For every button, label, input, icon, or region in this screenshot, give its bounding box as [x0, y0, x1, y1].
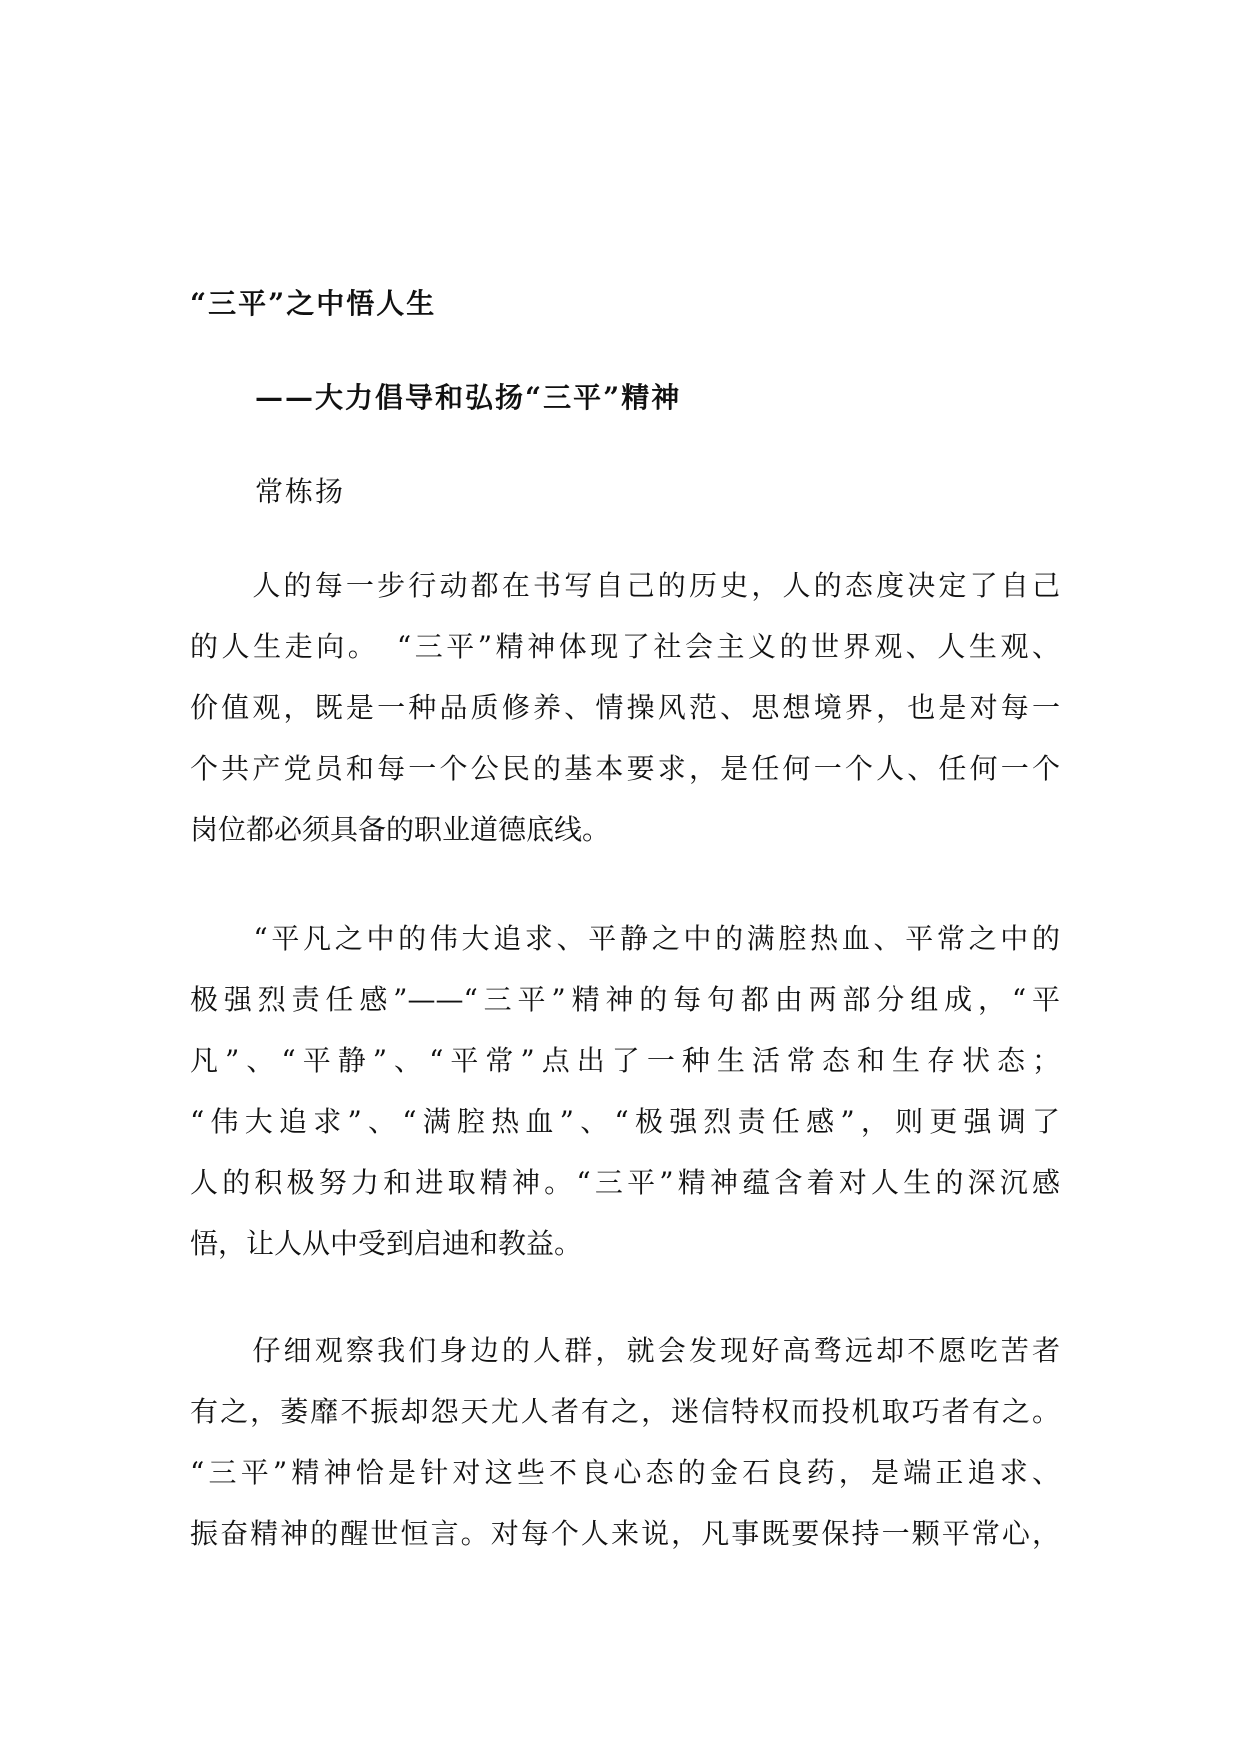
paragraph-line: 仔细观察我们身边的人群，就会发现好高骛远却不愿吃苦者	[190, 1334, 1060, 1367]
paragraph-line: 悟，让人从中受到启迪和教益。	[190, 1227, 583, 1260]
paragraph-line: “平凡之中的伟大追求、平静之中的满腔热血、平常之中的	[190, 922, 1060, 955]
paragraph-line: 有之，萎靡不振却怨天尤人者有之，迷信特权而投机取巧者有之。	[190, 1395, 1060, 1428]
paragraph-line: “伟大追求”、“满腔热血”、“极强烈责任感”，则更强调了	[190, 1105, 1060, 1138]
document-subtitle: ——大力倡导和弘扬“三平”精神	[255, 381, 682, 414]
paragraph-3	[190, 1320, 1060, 1564]
author-name: 常栋扬	[255, 475, 346, 508]
paragraph-line: 岗位都必须具备的职业道德底线。	[190, 813, 611, 846]
document-title: “三平”之中悟人生	[190, 287, 437, 320]
paragraph-line: “三平”精神恰是针对这些不良心态的金石良药，是端正追求、	[190, 1456, 1060, 1489]
paragraph-2	[190, 908, 1060, 1274]
paragraph-line: 极强烈责任感”——“三平”精神的每句都由两部分组成，“平	[190, 983, 1060, 1016]
paragraph-line: 个共产党员和每一个公民的基本要求，是任何一个人、任何一个	[190, 752, 1060, 785]
paragraph-line: 凡”、“平静”、“平常”点出了一种生活常态和生存状态；	[190, 1044, 1060, 1077]
paragraph-1	[190, 555, 1060, 860]
paragraph-line: 价值观，既是一种品质修养、情操风范、思想境界，也是对每一	[190, 691, 1060, 724]
paragraph-line: 振奋精神的醒世恒言。对每个人来说，凡事既要保持一颗平常心，	[190, 1517, 1060, 1550]
paragraph-line: 的人生走向。 “三平”精神体现了社会主义的世界观、人生观、	[190, 630, 1060, 663]
paragraph-line: 人的每一步行动都在书写自己的历史，人的态度决定了自己	[190, 569, 1060, 602]
paragraph-line: 人的积极努力和进取精神。“三平”精神蕴含着对人生的深沉感	[190, 1166, 1060, 1199]
